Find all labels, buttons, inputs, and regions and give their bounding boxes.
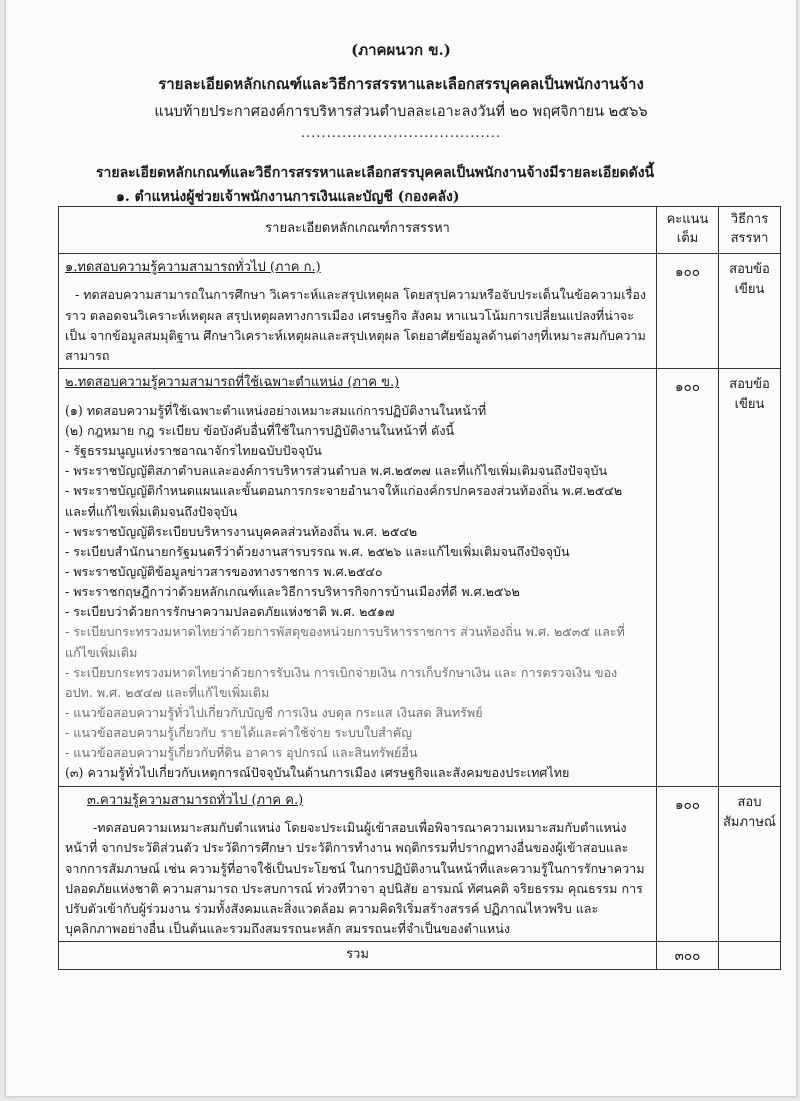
section-1-method: สอบข้อเขียน: [719, 253, 781, 368]
intro-text: รายละเอียดหลักเกณฑ์และวิธีการสรรหาและเลือกสรรบุคคลเป็นพนักงานจ้างมีรายละเอียดดังนี้: [96, 165, 655, 181]
section-3-criteria: [59, 786, 657, 942]
list-item: - แนวข้อสอบความรู้เกี่ยวกับที่ดิน อาคาร อุปกรณ์ และสินทรัพย์อื่น: [65, 745, 418, 761]
document-page: [6, 0, 796, 1096]
section-1-body: - ทดสอบความสามารถในการศึกษา วิเคราะห์และสรุปเหตุผล โดยสรุปความหรือจับประเด็นในข้อความเรื่องราว ตลอดจนวิเคราะห์เหตุผล สรุปเหตุผลทางการเมือง เศรษฐกิจ สังคม หาแนวโน้มการเปลี่ยนแปลงที่น่าจะเป็น จากข้อมูลสมมุติฐาน ศึกษาวิเคราะห์เหตุผลและสรุปเหตุผล โดยอาศัยข้อมูลด้านต่างๆที่เหมาะสมกับความสามารถ: [65, 287, 647, 363]
list-item: - พระราชบัญญัติข้อมูลข่าวสารของทางราชการ พ.ศ.๒๕๔๐: [65, 563, 383, 579]
list-item: อปท. พ.ศ. ๒๕๔๗ และที่แก้ไขเพิ่มเติม: [65, 684, 270, 700]
list-item: - พระราชบัญญัติระเบียบบริหารงานบุคคลส่วนท้องถิ่น พ.ศ. ๒๕๔๒: [65, 523, 418, 539]
section-1-score: ๑๐๐: [657, 253, 719, 368]
list-item: แก้ไขเพิ่มเติม: [65, 644, 138, 660]
list-item: - พระราชกฤษฎีกาว่าด้วยหลักเกณฑ์และวิธีการบริหารกิจการบ้านเมืองที่ดี พ.ศ.๒๕๖๒: [65, 584, 520, 600]
total-method-empty: [719, 942, 781, 970]
list-item: - พระราชบัญญัติสภาตำบลและองค์การบริหารส่วนตำบล พ.ศ.๒๕๓๗ และที่แก้ไขเพิ่มเติมจนถึงปัจจุบัน: [65, 463, 608, 479]
list-item: - ระเบียบกระทรวงมหาดไทยว่าด้วยการรับเงิน การเบิกจ่ายเงิน การเก็บรักษาเงิน และ การตรวจเงิน ของ: [65, 664, 618, 680]
section-3-heading: ๓.ความรู้ความสามารถทั่วไป (ภาค ค.): [87, 792, 304, 808]
table-header-row: [59, 207, 781, 254]
table-row-section-1: [59, 253, 781, 368]
header-score: คะแนนเต็ม: [657, 207, 719, 254]
section-2-method: สอบข้อเขียน: [719, 369, 781, 786]
list-item: (๒) กฎหมาย กฎ ระเบียบ ข้อบังคับอื่นที่ใช้ในการปฏิบัติงานในหน้าที่ ดังนี้: [65, 422, 455, 438]
section-3-method: สอบสัมภาษณ์: [719, 786, 781, 942]
section-1-criteria: [59, 253, 657, 368]
table-row-section-2: [59, 369, 781, 786]
document-subtitle: แนบท้ายประกาศองค์การบริหารส่วนตำบลละเอาะลงวันที่ ๒๐ พฤศจิกายน ๒๕๖๖: [154, 104, 648, 120]
criteria-table: [58, 206, 781, 970]
table-row-section-3: [59, 786, 781, 942]
section-1-heading: ๑.ทดสอบความรู้ความสามารถทั่วไป (ภาค ก.): [65, 259, 321, 275]
list-item: - ระเบียบว่าด้วยการรักษาความปลอดภัยแห่งชาติ พ.ศ. ๒๕๑๗: [65, 604, 395, 620]
list-item: - ระเบียบกระทรวงมหาดไทยว่าด้วยการพัสดุของหน่วยการบริหารราชการ ส่วนท้องถิ่น พ.ศ. ๒๕๓๕ และที่: [65, 624, 625, 640]
section-2-heading: ๒.ทดสอบความรู้ความสามารถที่ใช้เฉพาะตำแหน่ง (ภาค ข.): [65, 375, 400, 391]
section-2-criteria: [59, 369, 657, 786]
section-3-body: -ทดสอบความเหมาะสมกับตำแหน่ง โดยจะประเมินผู้เข้าสอบเพื่อพิจารณาความเหมาะสมกับตำแหน่งหน้าที่ จากประวัติส่วนตัว ประวัติการศึกษา ประวัติการทำงาน พฤติกรรมที่ปรากฏทางอื่นของผู้เข้าสอบและจากการสัมภาษณ์ เช่น ความรู้ที่อาจใช้เป็นประโยชน์ ในการปฏิบัติงานในหน้าที่และความรู้ในการรักษาความปลอดภัยแห่งชาติ ความสามารถ ประสบการณ์ ท่วงทีวาจา อุปนิสัย อารมณ์ ทัศนคติ จริยธรรม คุณธรรม การปรับตัวเข้ากับผู้ร่วมงาน ร่วมทั้งสังคมและสิ่งแวดล้อม ความคิดริเริ่มสร้างสรรค์ ปฏิภาณไหวพริบ และบุคลิกภาพอย่างอื่น เป็นต้นและรวมถึงสมรรถนะหลัก สมรรถนะที่จำเป็นของตำแหน่ง: [65, 820, 645, 937]
total-score: ๓๐๐: [657, 942, 719, 970]
list-item: - แนวข้อสอบความรู้เกี่ยวกับ รายได้และค่าใช้จ่าย ระบบใบสำคัญ: [65, 725, 413, 741]
list-item: - พระราชบัญญัติกำหนดแผนและขั้นตอนการกระจายอำนาจให้แก่องค์กรปกครองส่วนท้องถิ่น พ.ศ.๒๕๔๒: [65, 483, 623, 499]
list-item: - ระเบียบสำนักนายกรัฐมนตรีว่าด้วยงานสารบรรณ พ.ศ. ๒๕๒๖ และแก้ไขเพิ่มเติมจนถึงปัจจุบัน: [65, 543, 570, 559]
position-title: ๑. ตำแหน่งผู้ช่วยเจ้าพนักงานการเงินและบัญชี (กองคลัง): [116, 189, 460, 205]
header-method: วิธีการสรรหา: [719, 207, 781, 254]
header-criteria: รายละเอียดหลักเกณฑ์การสรรหา: [59, 207, 657, 254]
list-item: - แนวข้อสอบความรู้ทั่วไปเกี่ยวกับบัญชี การเงิน งบดุล กระแส เงินสด สินทรัพย์: [65, 704, 483, 720]
list-item: (๓) ความรู้ทั่วไปเกี่ยวกับเหตุการณ์ปัจจุบันในด้านการเมือง เศรษฐกิจและสังคมของประเทศไทย: [65, 765, 570, 781]
document-title: รายละเอียดหลักเกณฑ์และวิธีการสรรหาและเลือกสรรบุคคลเป็นพนักงานจ้าง: [158, 75, 644, 93]
separator-dots: .......................................: [300, 126, 502, 141]
total-label: รวม: [59, 942, 657, 970]
list-item: (๑) ทดสอบความรู้ที่ใช้เฉพาะตำแหน่งอย่างเหมาะสมแก่การปฏิบัติงานในหน้าที่: [65, 402, 487, 418]
table-row-total: [59, 942, 781, 970]
list-item: และที่แก้ไขเพิ่มเติมจนถึงปัจจุบัน: [65, 503, 238, 519]
section-2-score: ๑๐๐: [657, 369, 719, 786]
section-3-score: ๑๐๐: [657, 786, 719, 942]
list-item: - รัฐธรรมนูญแห่งราชอาณาจักรไทยฉบับปัจจุบัน: [65, 443, 322, 459]
annex-label: (ภาคผนวก ข.): [351, 41, 451, 59]
